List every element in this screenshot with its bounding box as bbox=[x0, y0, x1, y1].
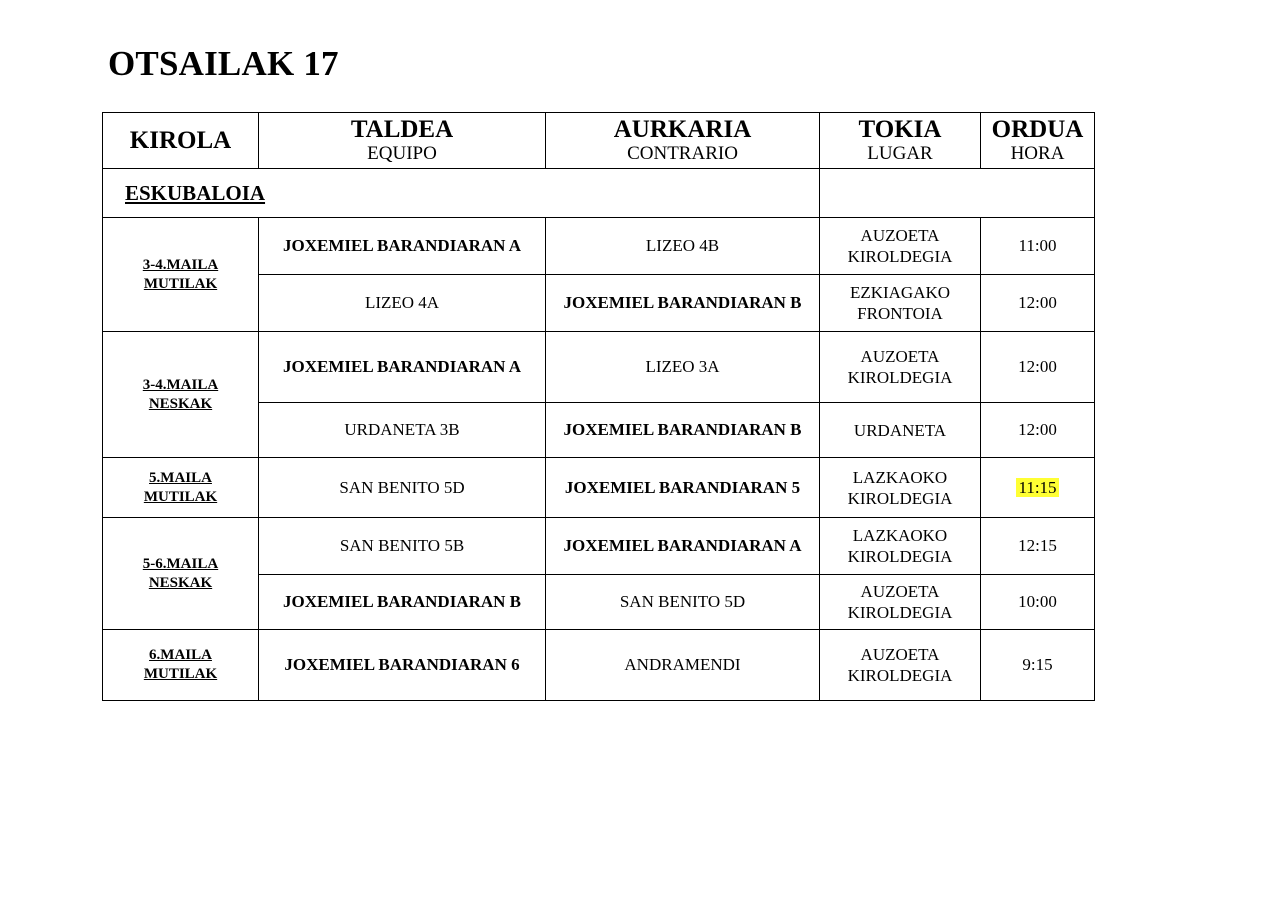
place-line: AUZOETA bbox=[860, 347, 940, 366]
header-kirola-label: KIROLA bbox=[129, 126, 232, 154]
header-hora-label: HORA bbox=[1010, 142, 1065, 164]
place-line: AUZOETA bbox=[860, 645, 940, 664]
header-aurkaria bbox=[546, 113, 820, 169]
team-name: JOXEMIEL BARANDIARAN A bbox=[282, 236, 522, 255]
time-cell bbox=[981, 518, 1095, 575]
team-cell bbox=[259, 332, 546, 403]
header-contrario-label: CONTRARIO bbox=[627, 142, 738, 164]
section-empty-cell bbox=[820, 169, 1095, 218]
time-value: 12:15 bbox=[1018, 536, 1057, 555]
team-cell bbox=[259, 518, 546, 575]
rival-name: JOXEMIEL BARANDIARAN A bbox=[563, 536, 802, 555]
team-cell bbox=[259, 403, 546, 458]
place-line: KIROLDEGIA bbox=[847, 488, 953, 508]
place-line: AUZOETA bbox=[860, 226, 940, 245]
time-cell bbox=[981, 332, 1095, 403]
place-cell bbox=[820, 458, 981, 518]
category-label: MUTILAK bbox=[143, 275, 218, 292]
team-name: JOXEMIEL BARANDIARAN A bbox=[282, 357, 522, 376]
rival-name: ANDRAMENDI bbox=[624, 655, 741, 674]
rival-name: SAN BENITO 5D bbox=[619, 592, 746, 611]
place-cell bbox=[820, 332, 981, 403]
rival-cell bbox=[546, 630, 820, 701]
rival-cell bbox=[546, 218, 820, 275]
table-row bbox=[103, 458, 1095, 518]
place-cell bbox=[820, 218, 981, 275]
time-value: 11:00 bbox=[1018, 236, 1057, 255]
place-line: AUZOETA bbox=[860, 582, 940, 601]
team-name: JOXEMIEL BARANDIARAN 6 bbox=[284, 655, 520, 674]
header-aurkaria-label: AURKARIA bbox=[613, 115, 752, 143]
team-cell bbox=[259, 630, 546, 701]
rival-name: JOXEMIEL BARANDIARAN 5 bbox=[564, 477, 801, 497]
category-label: MUTILAK bbox=[143, 488, 218, 505]
rival-cell bbox=[546, 575, 820, 630]
team-name: SAN BENITO 5D bbox=[339, 477, 465, 497]
place-line: KIROLDEGIA bbox=[847, 547, 953, 566]
rival-name: LIZEO 3A bbox=[645, 357, 720, 376]
header-kirola bbox=[103, 113, 259, 169]
category-cell bbox=[103, 332, 259, 458]
category-label: MUTILAK bbox=[143, 666, 218, 682]
page-title: OTSAILAK 17 bbox=[108, 44, 339, 83]
category-cell bbox=[103, 218, 259, 332]
place-cell bbox=[820, 630, 981, 701]
place-line: KIROLDEGIA bbox=[847, 247, 953, 266]
team-cell bbox=[259, 575, 546, 630]
place-cell bbox=[820, 575, 981, 630]
category-label: 5.MAILA bbox=[149, 469, 212, 486]
place-line: KIROLDEGIA bbox=[847, 368, 953, 387]
time-cell bbox=[981, 218, 1095, 275]
time-value: 12:00 bbox=[1018, 357, 1057, 376]
table-row bbox=[103, 332, 1095, 403]
category-label: NESKAK bbox=[148, 395, 213, 412]
place-line: LAZKAOKO bbox=[852, 526, 948, 545]
category-label: NESKAK bbox=[148, 574, 213, 591]
time-value: 12:00 bbox=[1018, 293, 1057, 312]
header-tokia bbox=[820, 113, 981, 169]
rival-name: LIZEO 4B bbox=[645, 236, 720, 255]
header-equipo-label: EQUIPO bbox=[367, 142, 437, 164]
section-title: ESKUBALOIA bbox=[125, 180, 266, 205]
header-row bbox=[103, 113, 1095, 169]
place-cell bbox=[820, 518, 981, 575]
time-value: 10:00 bbox=[1018, 592, 1057, 611]
rival-cell bbox=[546, 458, 820, 518]
team-name: JOXEMIEL BARANDIARAN B bbox=[282, 592, 522, 611]
category-cell bbox=[103, 518, 259, 630]
table-row bbox=[103, 218, 1095, 275]
place-line: LAZKAOKO bbox=[852, 467, 948, 487]
category-label: 6.MAILA bbox=[149, 647, 212, 663]
category-label: 3-4.MAILA bbox=[142, 376, 219, 393]
time-cell bbox=[981, 575, 1095, 630]
category-label: 3-4.MAILA bbox=[142, 256, 219, 273]
time-cell bbox=[981, 403, 1095, 458]
team-name: URDANETA 3B bbox=[344, 420, 460, 439]
header-lugar-label: LUGAR bbox=[867, 142, 933, 164]
section-cell bbox=[103, 169, 820, 218]
table-row bbox=[103, 518, 1095, 575]
place-cell bbox=[820, 403, 981, 458]
place-line: FRONTOIA bbox=[857, 304, 943, 323]
time-value-highlighted: 11:15 bbox=[1018, 477, 1057, 497]
rival-cell bbox=[546, 403, 820, 458]
time-value: 12:00 bbox=[1018, 420, 1057, 439]
table-row bbox=[103, 630, 1095, 701]
rival-cell bbox=[546, 518, 820, 575]
place-line: URDANETA bbox=[853, 420, 947, 440]
time-cell bbox=[981, 630, 1095, 701]
header-ordua-label: ORDUA bbox=[991, 115, 1084, 143]
team-name: SAN BENITO 5B bbox=[339, 536, 465, 555]
header-taldea bbox=[259, 113, 546, 169]
time-cell bbox=[981, 458, 1095, 518]
place-cell bbox=[820, 275, 981, 332]
team-cell bbox=[259, 458, 546, 518]
category-cell bbox=[103, 630, 259, 701]
rival-cell bbox=[546, 332, 820, 403]
place-line: KIROLDEGIA bbox=[847, 666, 953, 685]
time-value: 9:15 bbox=[1022, 655, 1053, 674]
category-cell bbox=[103, 458, 259, 518]
place-line: KIROLDEGIA bbox=[847, 603, 953, 622]
header-ordua bbox=[981, 113, 1095, 169]
header-tokia-label: TOKIA bbox=[858, 115, 942, 143]
schedule-table bbox=[102, 112, 1095, 701]
team-cell bbox=[259, 275, 546, 332]
header-taldea-label: TALDEA bbox=[350, 115, 454, 143]
place-line: EZKIAGAKO bbox=[849, 283, 951, 302]
time-cell bbox=[981, 275, 1095, 332]
section-row bbox=[103, 169, 1095, 218]
rival-name: JOXEMIEL BARANDIARAN B bbox=[563, 420, 802, 439]
rival-cell bbox=[546, 275, 820, 332]
rival-name: JOXEMIEL BARANDIARAN B bbox=[563, 293, 802, 312]
category-label: 5-6.MAILA bbox=[142, 555, 219, 572]
team-name: LIZEO 4A bbox=[364, 293, 440, 312]
team-cell bbox=[259, 218, 546, 275]
